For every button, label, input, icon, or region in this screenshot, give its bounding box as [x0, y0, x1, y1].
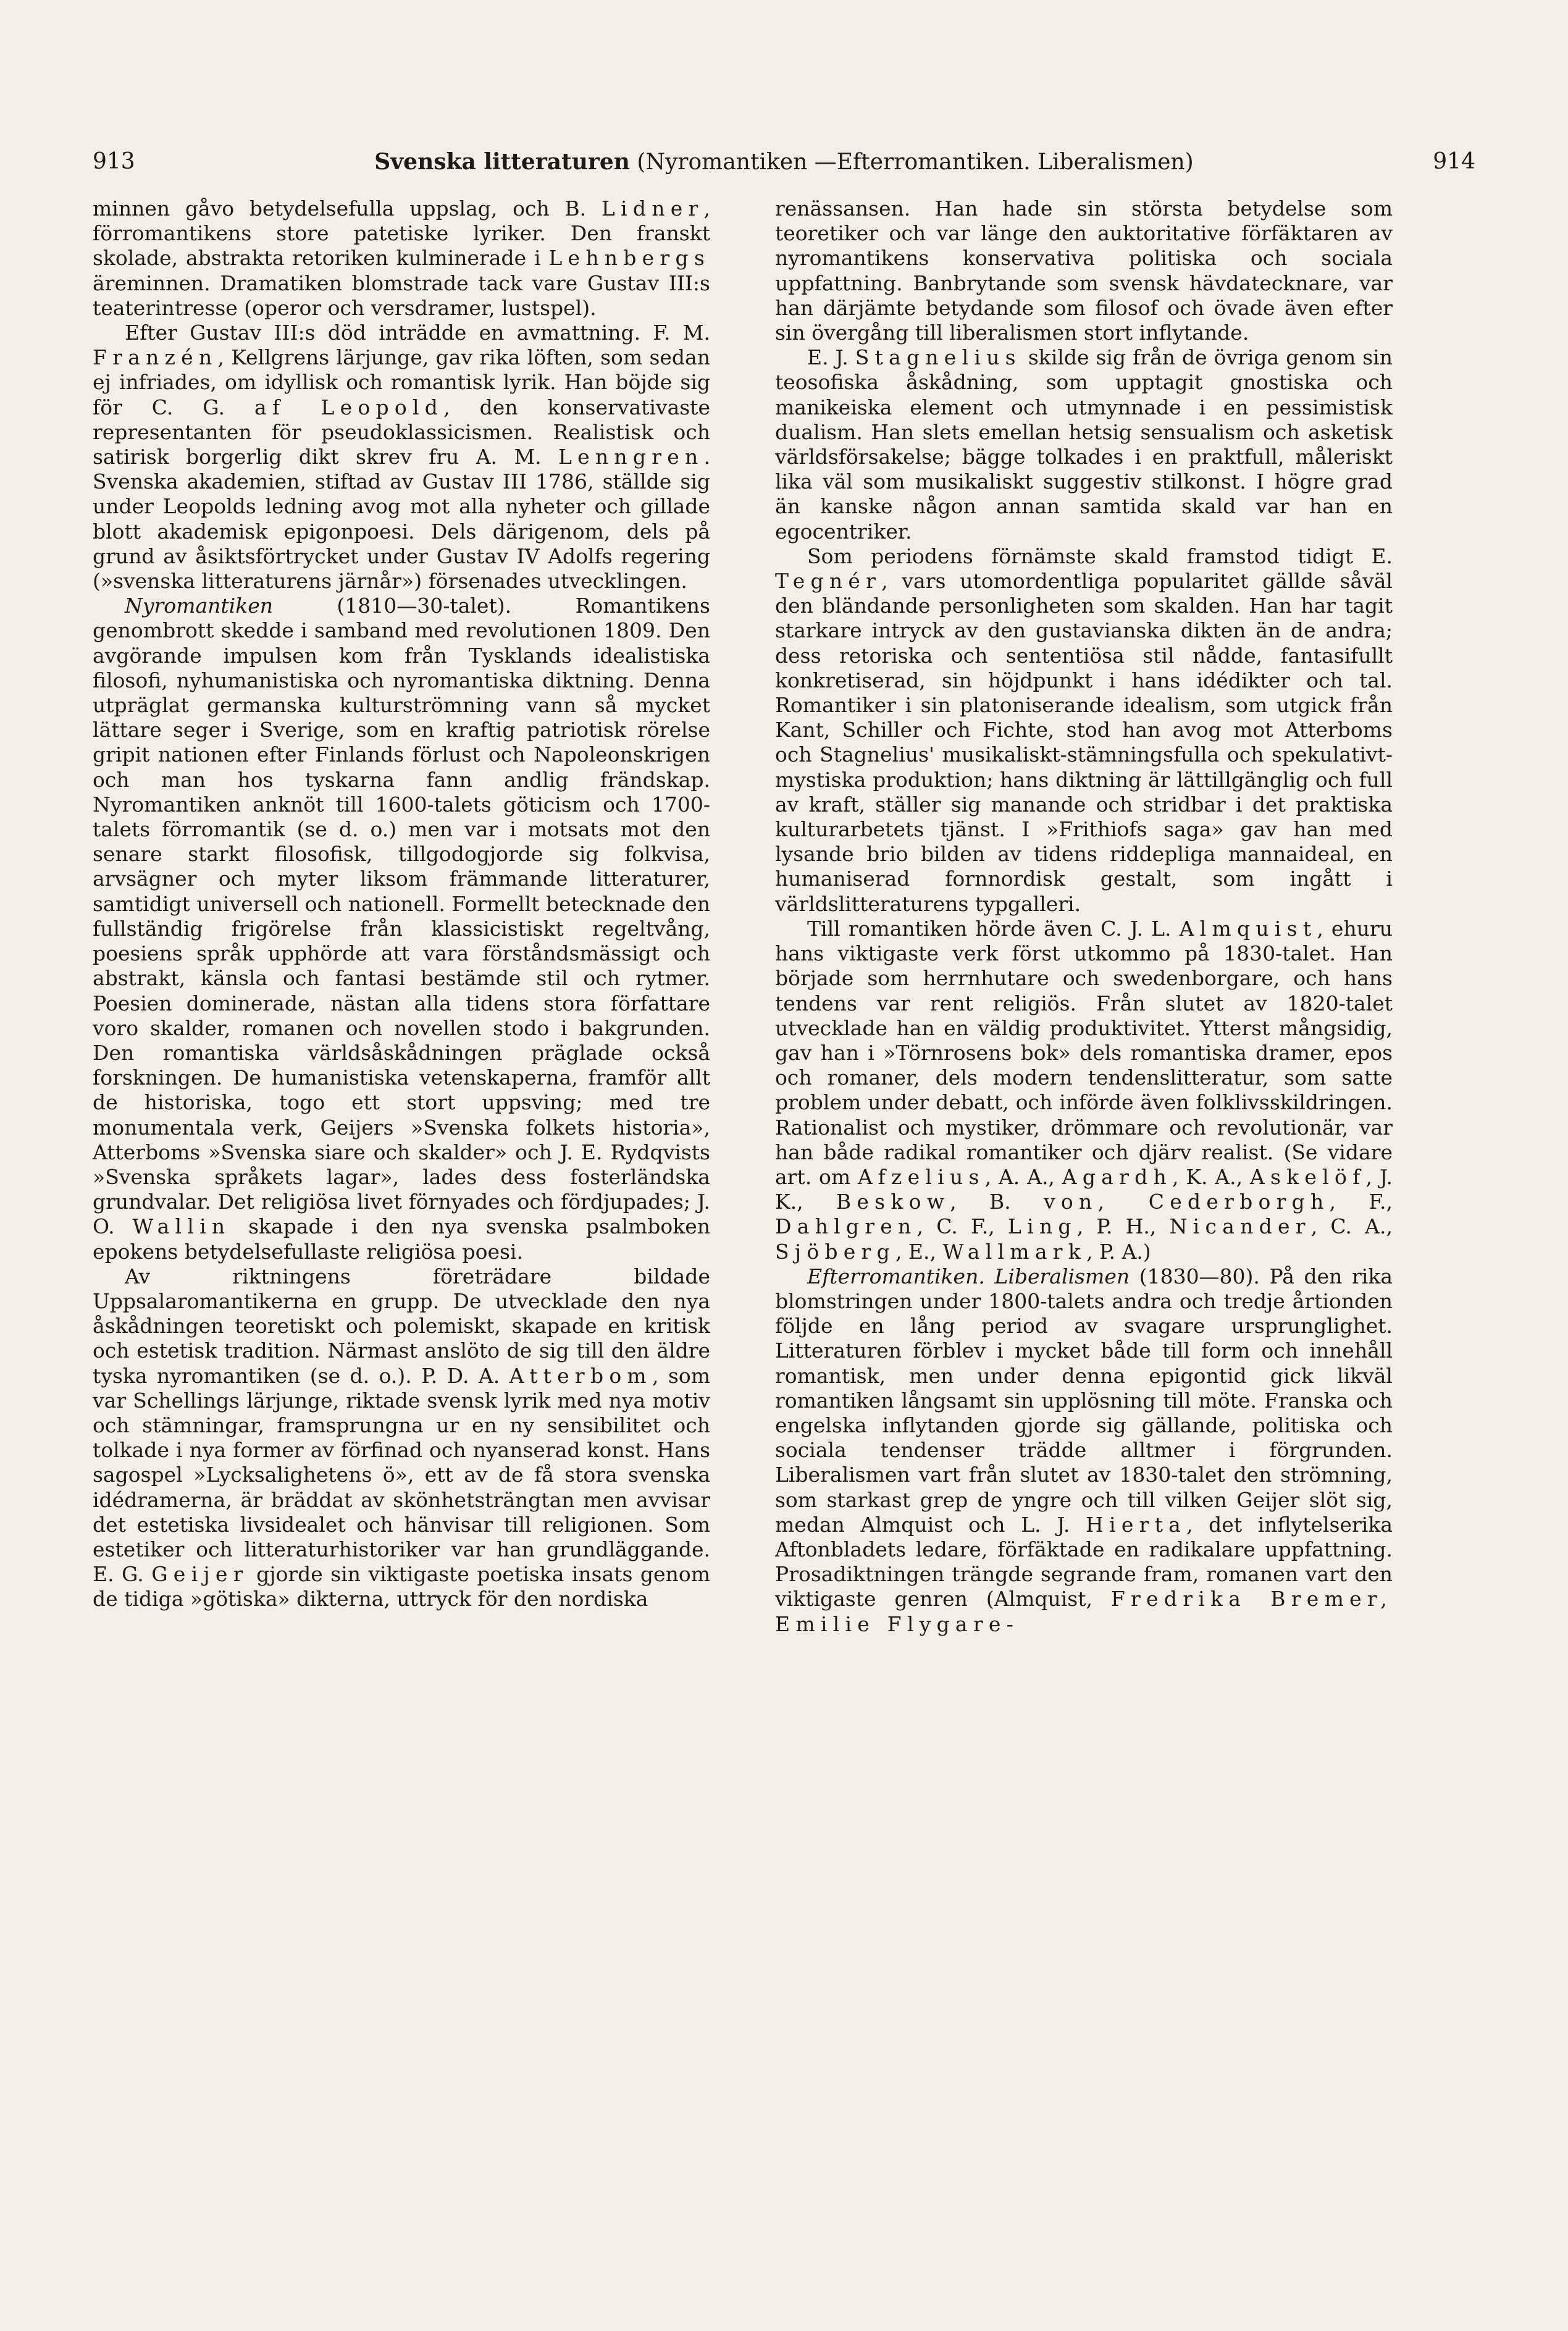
text-run: (1830—80). På den rika blomstringen under 1800-talets andra och tredje årtionden följde en lång period av svagare ursprunglighet. Litteraturen förblev i mycket både till form och innehåll romantisk, men under denna epigontid gick likväl romantiken långsamt sin upplösning till möte. Franska och engelska inflytanden gjorde sig gällande, politiska och sociala tendenser trädde alltmer i förgrunden. Liberalismen vart från slutet av 1830-talet den strömning, som starkast grep de yngre och till vilken Geijer slöt sig, medan Almquist och L. J.: [775, 1264, 1393, 1537]
text-run: , P. A.): [1086, 1239, 1151, 1264]
paragraph: [775, 1264, 1393, 1637]
paragraph: [775, 196, 1393, 345]
paragraph: [775, 544, 1393, 917]
spaced-name: Lehnbergs: [548, 246, 710, 271]
left-column: [93, 196, 710, 1612]
paragraph: [775, 917, 1393, 1264]
text-run: , Kellgrens lärjunge, gav rika löften, som sedan ej infriades, om idyllisk och romantisk lyrik. Han böjde sig för C. G.: [93, 345, 710, 419]
spaced-name: Geijer: [151, 1562, 249, 1587]
text-run: skilde sig från de övriga genom sin teosofiska åskådning, som upptagit gnostiska och manikeiska element och utmynnade i en pessimistisk dualism. Han slets emellan hetsig sensualism och asketisk världsförsakelse; bägge tolkades i en praktfull, måleriskt lika väl som musikaliskt suggestiv stilkonst. I högre grad än kanske någon annan samtida skald var han en egocentriker.: [775, 345, 1393, 544]
paragraph: [93, 1264, 710, 1612]
text-run: Efter Gustav III:s död inträdde en avmattning. F. M.: [125, 321, 710, 345]
text-run: , F.,: [1329, 1190, 1393, 1214]
text-run: , C. F.,: [916, 1214, 1008, 1239]
text-run: äreminnen. Dramatiken blomstrade tack vare Gustav III:s teaterintresse (operor och versdramer, lustspel).: [93, 271, 710, 320]
paragraph: [775, 345, 1393, 544]
section-heading-italic: Nyromantiken: [125, 594, 273, 618]
spaced-name: Stagnelius: [855, 345, 1021, 370]
header-title-sub: (Nyromantiken —Efterromantiken. Liberalismen): [629, 149, 1194, 175]
paragraph: [93, 594, 710, 1264]
spaced-name: Agardh: [1062, 1164, 1172, 1189]
right-column: [775, 196, 1393, 1637]
text-run: skapade i den nya svenska psalmboken epokens betydelsefullaste religiösa poesi.: [93, 1214, 710, 1264]
text-run: , A. A.,: [984, 1164, 1062, 1189]
paragraph: [93, 321, 710, 594]
spaced-name: Sjöberg: [775, 1239, 895, 1264]
text-run: , den konservativaste representanten för pseudoklassicismen. Realistisk och satirisk borgerlig dikt skrev fru A. M.: [93, 395, 710, 469]
text-run: . Svenska akademien, stiftad av Gustav III 1786, ställde sig under Leopolds ledning avog mot alla nyheter och gillade blott akademisk epigonpoesi. Dels därigenom, dels på grund av åsiktsförtrycket under Gustav IV Adolfs regering (»svenska litteraturens järnår») försenades utvecklingen.: [93, 445, 710, 594]
spaced-name: Afzelius: [858, 1164, 985, 1189]
text-run: , vars utomordentliga popularitet gällde såväl den bländande personligheten som skalden. Han har tagit starkare intryck av den gustavianska dikten än de andra; dess retoriska och sententiösa stil nådde, fantasifullt konkretiserad, sin höjdpunkt i hans idédikter och tal. Romantiker i sin platoniserande idealism, som utgick från Kant, Schiller och Fichte, stod han avog mot Atterboms och Stagnelius' musikaliskt-stämningsfulla och spekulativt-mystiska produktion; hans diktning är lättillgänglig och full av kraft, ställer sig manande och stridbar i det praktiska kulturarbetets tjänst. I »Frithiofs saga» gav han med lysande brio bilden av tidens riddерliga mannaideal, en humaniserad fornnordisk gestalt, som ingått i världslitteraturens typgalleri.: [775, 569, 1393, 916]
spaced-name: Almquist: [1179, 916, 1317, 941]
text-run: , P. H.,: [1076, 1214, 1170, 1239]
page-number-left: 913: [93, 149, 135, 174]
text-run: , J. K.,: [775, 1164, 1393, 1214]
header-title: [256, 143, 1312, 181]
text-run: , förromantikens store patetiske lyriker. Den franskt skolade, abstrakta retoriken kulminerade i: [93, 196, 710, 271]
spaced-name: Lenngren: [558, 445, 704, 469]
text-run: , det inflytelserika Aftonbladets ledare, förfäktade en radikalare uppfattning. Prosadiktningen trängde segrande fram, romanen vart den viktigaste genren (Almquist,: [775, 1512, 1393, 1611]
header-title-main: Svenska litteraturen: [374, 149, 630, 175]
spaced-name: Askelöf: [1249, 1164, 1366, 1189]
text-run: renässansen. Han hade sin största betydelse som teoretiker och var länge den auktoritative förfäktaren av nyromantikens konservativa politiska och sociala uppfattning. Banbrytande som svensk hävdatecknare, var han därjämte betydande som filosof och övade även efter sin övergång till liberalismen stort inflytande.: [775, 196, 1393, 345]
spaced-name: Ling: [1007, 1214, 1077, 1239]
text-run: Till romantiken hörde även C. J. L.: [807, 916, 1180, 941]
text-run: , K. A.,: [1172, 1164, 1250, 1189]
text-run: , ehuru hans viktigaste verk först utkommo på 1830-talet. Han började som herrnhutare och swedenborgare, och hans tendens var rent religiös. Från slutet av 1820-talet utvecklade han en väldig produktivitet. Ytterst mångsidig, gav han i »Törnrosens bok» dels romantiska dramer, epos och romaner, dels modern tendenslitteratur, som satte problem under debatt, och införde även folklivsskildringen. Rationalist och mystiker, drömmare och revolutionär, var han både radikal romantiker och djärv realist. (Se vidare art. om: [775, 916, 1393, 1189]
spaced-name: Beskow: [836, 1190, 950, 1214]
running-header: [93, 143, 1475, 180]
spaced-name: Hierta: [1086, 1512, 1187, 1537]
text-run: , E.,: [895, 1239, 943, 1264]
text-run: , B.: [950, 1190, 1044, 1214]
spaced-name: Fredrika Bremer, Emilie Flygare-: [775, 1587, 1393, 1636]
section-heading-italic: Efterromantiken. Liberalismen: [807, 1264, 1130, 1288]
text-run: Av riktningens företrädare bildade Uppsalaromantikerna en grupp. De utvecklade den nya åskådningen teoretiskt och polemiskt, skapade en kritisk och estetisk tradition. Närmast anslöto de sig till den äldre tyska nyromantiken (se d. o.). P. D. A.: [93, 1264, 710, 1388]
spaced-name: Wallin: [132, 1214, 231, 1239]
text-run: E. J.: [807, 345, 855, 370]
spaced-name: Dahlgren: [775, 1214, 917, 1239]
spaced-name: Wallmark: [942, 1239, 1086, 1264]
paragraph: [93, 196, 710, 321]
text-run: minnen gåvo betydelsefulla uppslag, och B.: [93, 196, 602, 220]
text-run: , C. A.,: [1310, 1214, 1393, 1239]
spaced-name: Tegnér: [775, 569, 882, 594]
spaced-name: von, Cederborgh: [1044, 1190, 1330, 1214]
text-run: (1810—30-talet). Romantikens genombrott skedde i samband med revolutionen 1809. Den avgörande impulsen kom från Tysklands idealistiska filosofi, nyhumanistiska och nyromantiska diktning. Denna utpräglat germanska kulturströmning vann så mycket lättare seger i Sverige, som en kraftig patriotisk rörelse gripit nationen efter Finlands förlust och Napoleonskrigen och man hos tyskarna fann andlig frändskap. Nyromantiken anknöt till 1600-talets göticism och 1700-talets förromantik (se d. o.) men var i motsats mot den senare starkt filosofisk, tillgodogjorde sig folkvisa, arvsägner och myter liksom främmande litteraturer, samtidigt universell och nationell. Formellt betecknade den fullständig frigörelse från klassicistiskt regeltvång, poesiens språk upphörde att vara förståndsmässigt och abstrakt, känsla och fantasi bestämde stil och rytmer. Poesien dominerade, nästan alla tidens stora författare voro skalder, romanen och novellen stodo i bakgrunden. Den romantiska världsåskådningen präglade också forskningen. De humanistiska vetenskaperna, framför allt de historiska, togo ett stort uppsving; med tre monumentala verk, Geijers »Svenska folkets historia», Atterboms »Svenska siare och skalder» och J. E. Rydqvists »Svenska språkets lagar», lades dess fosterländska grundvalar. Det religiösa livet förnyades och fördjupades; J. O.: [93, 594, 710, 1239]
text-run: Som periodens förnämste skald framstod tidigt E.: [807, 544, 1393, 568]
spaced-name: Atterbom: [509, 1363, 652, 1388]
spaced-name: Nicander: [1169, 1214, 1311, 1239]
page-number-right: 914: [1433, 149, 1475, 174]
text-run: gjorde sin viktigaste poetiska insats genom de tidiga »götiska» dikterna, uttryck för den nordiska: [93, 1562, 710, 1611]
spaced-name: Franzén: [93, 345, 218, 370]
spaced-name: af Leopold: [254, 395, 444, 419]
spaced-name: Lidner: [601, 196, 704, 220]
text-run: , som var Schellings lärjunge, riktade svensk lyrik med nya motiv och stämningar, framsprungna ur en ny sensibilitet och tolkade i nya former av förfinad och nyanserad konst. Hans sagospel »Lycksalighetens ö», ett av de få stora svenska idédramerna, är bräddat av skönhetsträngtan men avvisar det estetiska livsidealet och hänvisar till religionen. Som estetiker och litteraturhistoriker var han grundläggande. E. G.: [93, 1363, 711, 1587]
